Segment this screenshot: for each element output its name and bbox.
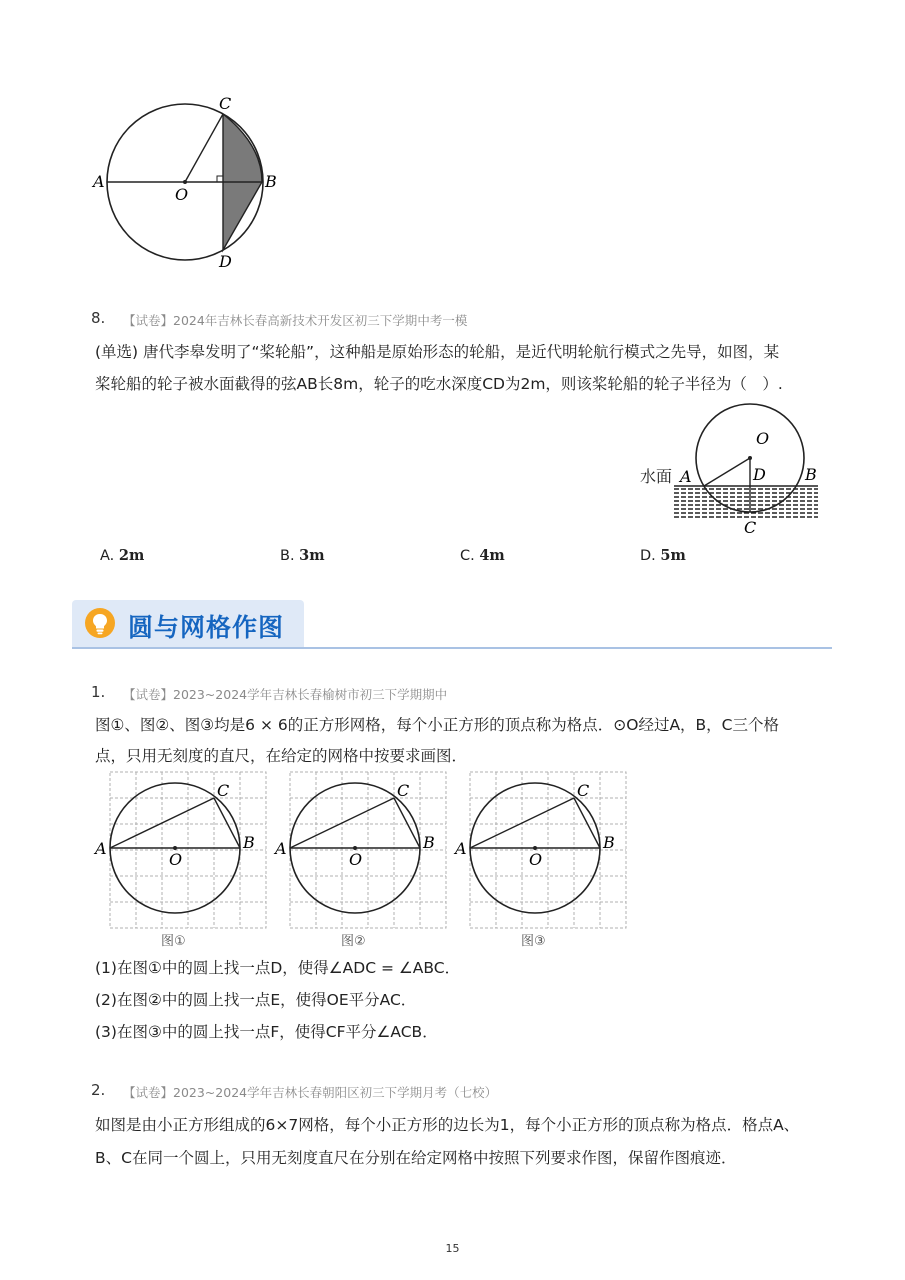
option-b[interactable] xyxy=(280,547,325,564)
option-a[interactable] xyxy=(100,547,144,564)
question-text-line: 点，只用无刻度的直尺，在给定的网格中按要求画图． xyxy=(95,747,468,765)
label-A: A xyxy=(680,467,692,486)
question-number: 8. xyxy=(91,309,106,327)
option-value: 2m xyxy=(118,547,145,564)
label-O: O xyxy=(169,850,183,869)
water-label: 水面 xyxy=(640,467,673,486)
label-O: O xyxy=(529,850,543,869)
label-B: B xyxy=(423,833,435,852)
grid-figure-3 xyxy=(453,768,633,953)
label-O: O xyxy=(756,429,770,448)
question-part: (2)在图②中的圆上找一点E，使得OE平分AC． xyxy=(95,991,417,1009)
grid-figure-1 xyxy=(93,768,273,953)
grid-caption: 图③ xyxy=(521,934,546,949)
question-part: (1)在图①中的圆上找一点D，使得∠ADC = ∠ABC． xyxy=(95,959,461,977)
question-number: 1. xyxy=(91,683,106,701)
label-A: A xyxy=(93,172,105,191)
grid-caption: 图① xyxy=(161,934,186,949)
label-A: A xyxy=(95,839,107,858)
question-number: 2. xyxy=(91,1081,106,1099)
option-value: 5m xyxy=(660,547,686,564)
grid-figure-2 xyxy=(273,768,453,953)
label-D: D xyxy=(753,465,766,484)
label-O: O xyxy=(349,850,363,869)
option-key: A. xyxy=(100,548,115,564)
question-part: (3)在图③中的圆上找一点F，使得CF平分∠ACB． xyxy=(95,1023,438,1041)
option-value: 3m xyxy=(299,547,325,564)
question-text-line: 桨轮船的轮子被水面截得的弦AB长8m，轮子的吃水深度CD为2m，则该桨轮船的轮子半径为（ ）. xyxy=(95,375,783,393)
question-source: 【试卷】2023~2024学年吉林长春榆树市初三下学期期中 xyxy=(123,687,448,702)
label-C: C xyxy=(577,781,590,800)
option-key: C. xyxy=(460,548,475,564)
question-text-line: 图①、图②、图③均是6 × 6的正方形网格，每个小正方形的顶点称为格点．⊙O经过A，B，C三个格 xyxy=(95,716,780,734)
question-source: 【试卷】2023~2024学年吉林长春朝阳区初三下学期月考（七校） xyxy=(123,1085,498,1100)
page-number: 15 xyxy=(445,1242,460,1255)
question-text-line: B、C在同一个圆上，只用无刻度直尺在分别在给定网格中按照下列要求作图，保留作图痕迹． xyxy=(95,1149,737,1167)
option-d[interactable] xyxy=(640,547,686,564)
label-B: B xyxy=(265,172,277,191)
paddle-wheel-figure xyxy=(638,402,823,540)
label-C: C xyxy=(744,518,757,537)
grid-caption: 图② xyxy=(341,934,366,949)
option-value: 4m xyxy=(479,547,505,564)
label-C: C xyxy=(219,94,232,113)
label-O: O xyxy=(175,185,189,204)
option-key: B. xyxy=(280,548,295,564)
label-D: D xyxy=(219,252,232,271)
label-C: C xyxy=(397,781,410,800)
label-A: A xyxy=(275,839,287,858)
option-key: D. xyxy=(640,548,656,564)
label-C: C xyxy=(217,781,230,800)
section-divider xyxy=(72,647,832,649)
label-B: B xyxy=(603,833,615,852)
question-source: 【试卷】2024年吉林长春高新技术开发区初三下学期中考一模 xyxy=(123,313,468,328)
top-circle-figure xyxy=(90,90,290,275)
lightbulb-icon xyxy=(84,607,116,639)
question-text-line: 如图是由小正方形组成的6×7网格，每个小正方形的边长为1，每个小正方形的顶点称为格点．格点A、 xyxy=(95,1116,800,1134)
section-title: 圆与网格作图 xyxy=(128,613,285,642)
label-B: B xyxy=(805,465,817,484)
question-text-line: (单选) 唐代李皋发明了“桨轮船”，这种船是原始形态的轮船，是近代明轮航行模式之先导，如图，某 xyxy=(95,343,780,361)
label-A: A xyxy=(455,839,467,858)
option-c[interactable] xyxy=(460,547,505,564)
label-B: B xyxy=(243,833,255,852)
